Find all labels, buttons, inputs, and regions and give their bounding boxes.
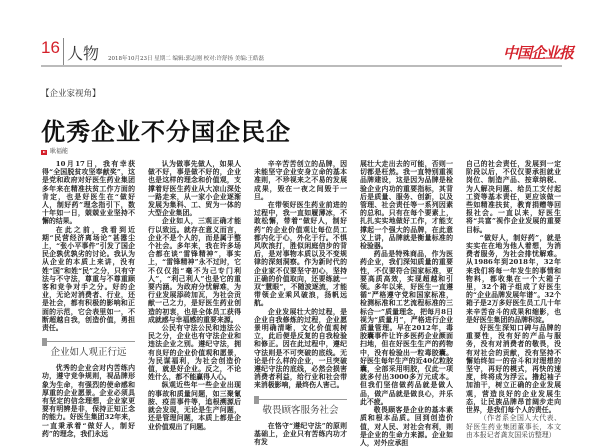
- paragraph: “做好人，制好药”，就是实实在在地为他人着想，为消费者服务，为社会排忧解难。从1986年到2018年，32年来我们将每一年发生的事情和物料，都收集在一个大箱子里，32个箱子组成了好医生的“企业品牌发展年谱”。32个箱子是2万多好医生员工几十年来辛苦奋斗的成果和缩影，也是好医生集团的品牌积淀。: [466, 233, 561, 324]
- author-note: （作者系全国人大代表、好医生药业集团董事长，本文由本报记者龚友国采访整理）: [466, 414, 561, 439]
- paragraph: 10月17日，我有幸获得“全国脱贫攻坚奉献奖”，这是党和政府对好医生药业集团多年来在精准扶贫工作方面的肯定，也是好医生在“做好人，制好药”理念指引下，数十年如一日，兢兢业业坚持不懈的结果。: [42, 160, 135, 226]
- article-column-4: [360, 160, 453, 447]
- header-divider: [63, 38, 64, 66]
- paragraph: 自己的社会责任，发展到一定阶段以后，不仅仅要承担就业岗位、制造产品、按章纳税、为人解决问题、给员工支付起工资等基本责任，更应该做一些如精准扶贫，教育捐赠等回报社会。一直以来，好医生将“共富”视作企业发展的重要目标。: [466, 160, 561, 234]
- paragraph: 在此之前，我看到近期“民营经济离场论”甚嚣尘上，“张小平事件”引发了国企民企孰优孰劣的讨论。我认为从企业的本质上来讲，没有姓“国”和姓“民”之分，只有守法与不守法，尊重与不尊重顾客和竞争对手之分。好的企业，无论对消费者、行业，还是社会，都有积极的影响和正面的示范，它会表里如一，不断超越自我，创造价值，勇担责任。: [42, 225, 135, 333]
- paragraph: 好医生深知口碑与品牌的重要性，没有好的产品与服务，没有对消费者的敬畏，没有对社会的贡献，没有坚持不懈始终如一的奋斗和对理想的坚守，再好的模式，再快的速度，终将成为浮云。撸起袖子加油干，树立正确的企业发展观，营造良好的企业发展生态，让民族品牌昂首阔步走向世界，是我们每个人的责任。: [466, 324, 561, 415]
- author-name: 耿福能: [50, 148, 69, 155]
- paragraph: 敬畏顾客是企业的基本素质和根本品质。回到创造价值，对人民、对社会有利，则是企业的生命力来源。企业如人，对外应承担: [360, 406, 453, 447]
- paragraph: 纵观近些年一些企业出现的事故和质量问题，如三聚氰胺、疫苗事件等，追根溯源后就会发现，无论是生产问题，还是管理问题，本质上都是企业价值观出了问题。: [148, 381, 241, 431]
- article-column-3: [254, 160, 347, 447]
- subheading-rule: [254, 399, 347, 400]
- paragraph: 企业如人，三观正确才能行以致远。就存在意义而言，企业不是个人的，而是属于整个社会。多年来，我在许多场合都在谈“雷锋精神”，事实上，“雷锋精神”永不过时，它不仅仅指“毫不为己专门利人”，“利己利人”也是它的重要内涵。为政府分忧解难，为行业发展添砖加瓦，为社会贡献一己之力，是好医生药业创造的初衷，也是全体员工获得成就感与幸福感的重要来源。: [148, 217, 241, 324]
- section-name: 人物: [67, 44, 100, 63]
- byline: [41, 148, 68, 156]
- paragraph: 药品是特殊商品，作为医药企业，我们深知质量的重要性，不仅要符合国家标准，更要高质高效，实现超越和引领。多年以来，好医生一直遵循“严格遵守党和国家标准，检测标准和工艺流程标准的三标合一”质量理念，把每月8日视为“质量月”，严格进行企业质量管理。早在2012年，毒胶囊事件让许多医药企业颜面扫地，但在好医生生产的药物中，没有检验出一粒毒胶囊。好医生每年生产的近40亿粒胶囊，全部采用明胶，仅此一项就多付出3000多万元成本。但我们坚信做药品就是做人品，做产品就是做良心，并乐此不疲。: [360, 250, 453, 406]
- paragraph: 在带领好医生药业前进的过程中，我一直如履薄冰，不敢松懈，带着“做好人，制好药”的企业价值观让每位员工都内化于心，外化于行。不惧风吹浪打，胜似闲庭信步的背后，是对事物本质以及不变规律的深刻洞察。作为新时代的企业家不仅要坚守初心，坚持正确的价值取向，还要练就一双“慧眼”，不随波逐流，才能带领企业乘风破浪，扬帆远航。: [254, 201, 347, 308]
- article-column-2: [148, 160, 241, 429]
- column-kicker: 【企业家视角】: [41, 89, 101, 99]
- subheading-rule: [42, 341, 135, 342]
- subheading: [42, 338, 135, 359]
- page-number: 16: [41, 38, 60, 57]
- paragraph: 优秀的企业会对内苦练内功，遵守竞争规则，视品牌形象为生命，有强烈的使命感和厚重的企业愿景。企业必须具有坚定的信念理想，企业家更要有明辨是非，保持正知正念的能力。好医生集团32年来，一直秉承着“做好人，制好药”的理念，我们永远: [42, 364, 135, 438]
- paragraph: 公民有守法公民和违法公民之分，企业也有守法企业和违法企业之别。遵纪守法，拥有良好的企业价值观和愿景，为民谋福利，为社会创造价值，就是好企业。反之，不论姓什么，都不能赢得人心。: [148, 324, 241, 382]
- subheading-text: 敬畏顾客服务社会: [262, 404, 339, 416]
- header-rule: [41, 65, 562, 67]
- subheading: [254, 396, 347, 417]
- paragraph: 展壮大走出去的可能，否则一切都是枉然。我一直特别重视品牌建设，这是因为品牌是检验企业内功的重要指标，其背后是质量、服务、创新，以及管理、社会责任等一系列因素的总和。只有在每个要素上，扎扎实实地做好工作，才能支撑起一个强大的品牌，在此意义上讲，品牌就是衡量标准的检验器。: [360, 160, 453, 251]
- subheading-marker: [254, 396, 259, 404]
- paragraph: 在恪守“遵纪守法”的原则基础上，企业只有苦练内功才有发: [254, 421, 347, 447]
- paragraph: 认为做事先做人，如果人做不好，事是做不好的，企业也是这样的理念和价值观，支撑着好医生药业从大凉山深处一路走来，从一家小企业逐渐发展为集科、工、贸为一体的大型企业集团。: [148, 160, 241, 218]
- article-column-5: [466, 160, 561, 439]
- paragraph: 企业发展壮大的过程，是企业自我修炼的过程，企业愿景明确清晰，文化价值观树立，此后便是反复的自我检验和修正。因在此过程中，遵纪守法则是不可突破的底线。无论是什么样的企业，一旦突破遵纪守法的底线，必然会损害消费者利益，给行业和社会带来消极影响，最终伤人害己。: [254, 307, 347, 390]
- play-square-icon: [41, 150, 47, 155]
- dateline: 2018年10月23日 星期二 编辑:郭志刚 校对:许舒扬 美编:王皓磊: [108, 56, 265, 62]
- newspaper-logo: 中国企业报: [503, 44, 574, 62]
- article-title: 优秀企业不分国企民企: [41, 117, 291, 146]
- paragraph: 辛辛苦苦创立的品牌，因未能坚守企业安身立命的基本准则，不珍视来之不易的发展成果，毁在一夜之间毁于一旦。: [254, 160, 347, 201]
- subheading-text: 企业如人观正行远: [50, 347, 127, 359]
- article-column-1: [42, 160, 135, 438]
- subheading-marker: [42, 338, 47, 346]
